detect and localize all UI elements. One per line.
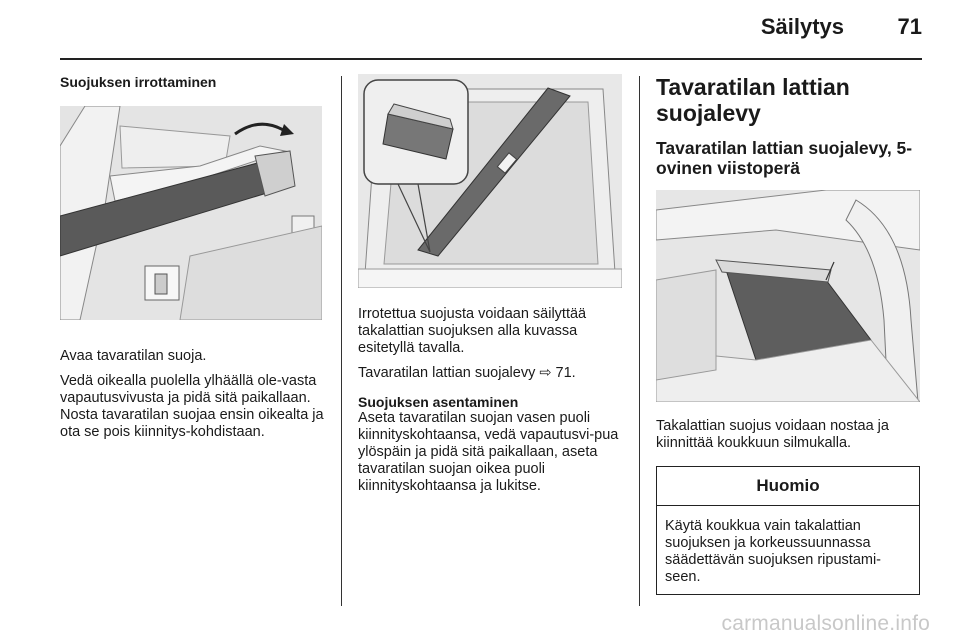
notice-title: Huomio — [657, 467, 919, 506]
page-number: 71 — [897, 14, 922, 39]
section-heading-remove-cover: Suojuksen irrottaminen — [60, 74, 217, 90]
column-2 — [358, 74, 622, 503]
paragraph-lift-panel: Takalattian suojus voidaan nostaa ja kiinnittää koukkuun silmukalla. — [656, 418, 889, 451]
illustration-floor-panel — [656, 190, 920, 402]
header-divider — [60, 58, 922, 60]
paragraph-install-steps: Aseta tavaratilan suojan vasen puoli kiinnityskohtaansa, vedä vapautusvi-pua ylöspäin ja pidä sitä paikallaan, aseta tavaratilan suojan oikea puoli kiinnityskohtaansa ja lukitse. — [358, 410, 619, 494]
watermark-text: carmanualsonline.info — [721, 612, 930, 635]
column-3 — [656, 74, 922, 595]
paragraph-storage: Irrotettua suojusta voidaan säilyttää takalattian suojuksen alla kuvassa esitetyllä tavalla. — [358, 306, 587, 356]
page-section-title: Säilytys — [760, 14, 844, 39]
notice-text: Käytä koukkua vain takalattian suojuksen ja korkeussuunnassa säädettävän suojuksen ripustami-seen. — [665, 518, 882, 585]
illustration-cover-removal — [60, 106, 322, 320]
cross-reference-floor-panel: Tavaratilan lattian suojalevy ⇨ 71. — [358, 365, 576, 381]
section-heading-install-cover: Suojuksen asentaminen — [358, 394, 519, 410]
notice-body — [657, 506, 919, 594]
column-divider-1 — [341, 76, 342, 606]
paragraph-release-lever: Vedä oikealla puolella ylhäällä ole-vasta vapautusvivusta ja pidä sitä paikallaan. Nosta tavaratilan suojaa ensin oikealta ja ota se pois kiinnitys-kohdistaan. — [60, 373, 324, 440]
notice-box — [656, 466, 920, 595]
section-subtitle-hatchback: Tavaratilan lattian suojalevy, 5-ovinen viistoperä — [656, 138, 913, 178]
column-divider-2 — [639, 76, 640, 606]
paragraph-open-cover: Avaa tavaratilan suoja. — [60, 348, 207, 364]
illustration-cover-storage — [358, 74, 622, 288]
column-1 — [60, 74, 324, 449]
section-title-floor-panel: Tavaratilan lattian suojalevy — [656, 74, 850, 126]
